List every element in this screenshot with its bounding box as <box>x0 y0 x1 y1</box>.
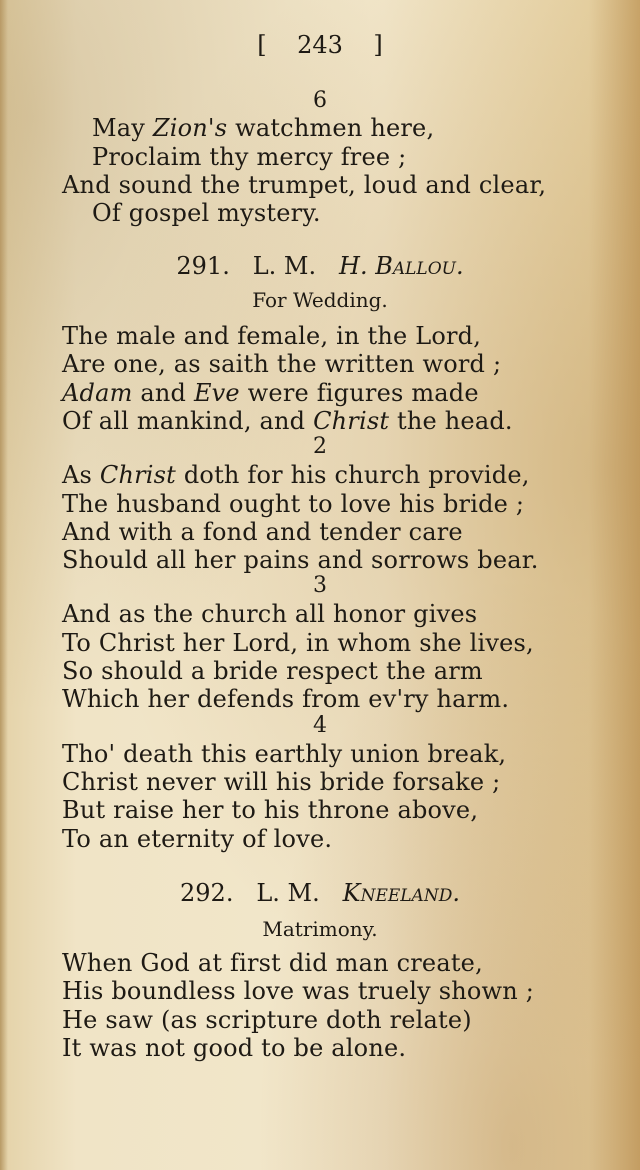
verse-line-text: were figures made <box>239 378 479 407</box>
verse-line-text: Of all mankind, and <box>62 406 314 435</box>
verse-number: 6 <box>313 88 327 113</box>
hymn-meter: L. M. <box>252 252 317 280</box>
verse-line: He saw (as scripture doth relate) <box>62 1005 472 1034</box>
verse-line <box>92 113 434 143</box>
verse-line: To Christ her Lord, in whom she lives, <box>62 628 534 657</box>
verse-line: Which her defends from ev'ry harm. <box>62 685 510 714</box>
verse-line <box>62 406 513 436</box>
page-number: 243 <box>297 31 343 59</box>
verse-line: When God at first did man create, <box>62 949 483 977</box>
verse-line: Christ never will his bride forsake ; <box>62 767 501 796</box>
hymn-subtitle: For Wedding. <box>252 288 388 312</box>
verse-line-text: the head. <box>389 406 513 435</box>
verse-line-italic: Adam <box>62 378 133 407</box>
verse-number: 2 <box>313 434 327 460</box>
verse-line: So should a bride respect the arm <box>62 657 483 685</box>
verse-line: Proclaim thy mercy free ; <box>92 143 407 171</box>
header-close-bracket: ] <box>373 31 383 59</box>
hymn-author: H. Ballou. <box>339 252 464 280</box>
hymn-heading <box>0 878 640 908</box>
verse-number: 4 <box>313 712 327 738</box>
hymn-number: 292. <box>180 879 234 907</box>
verse-line: And sound the trumpet, loud and clear, <box>62 171 547 199</box>
verse-line: And with a fond and tender care <box>62 517 463 546</box>
verse-line-text: and <box>132 378 194 407</box>
verse-line: His boundless love was truely shown ; <box>62 977 535 1006</box>
verse-line: The male and female, in the Lord, <box>62 322 482 350</box>
verse-line: But raise her to his throne above, <box>62 796 479 825</box>
verse-line: Should all her pains and sorrows bear. <box>62 546 539 575</box>
verse-line: It was not good to be alone. <box>62 1033 407 1062</box>
verse-line: Are one, as saith the written word ; <box>62 350 502 379</box>
verse-line: And as the church all honor gives <box>62 600 478 629</box>
hymn-number: 291. <box>176 252 230 280</box>
verse-line-text: watchmen here, <box>227 114 435 142</box>
verse-line-italic: Zion's <box>152 114 228 142</box>
verse-line <box>62 460 530 490</box>
verse-number: 3 <box>313 573 327 599</box>
verse-line-text: As <box>62 461 100 490</box>
verse-line: Tho' death this earthly union break, <box>62 739 507 768</box>
verse-line: The husband ought to love his bride ; <box>62 489 525 518</box>
hymn-subtitle: Matrimony. <box>262 917 378 941</box>
verse-line: Of gospel mystery. <box>92 199 321 227</box>
header-open-bracket: [ <box>257 31 267 59</box>
hymn-author: Kneeland. <box>342 879 460 907</box>
verse-line-italic: Eve <box>193 378 240 407</box>
hymn-meter: L. M. <box>256 879 320 907</box>
verse-line-text: May <box>92 114 153 142</box>
verse-line-italic: Christ <box>99 461 177 490</box>
verse-line <box>62 378 479 408</box>
verse-line-text: doth for his church provide, <box>176 461 530 490</box>
verse-line-italic: Christ <box>313 406 390 435</box>
verse-line: To an eternity of love. <box>62 824 333 853</box>
page-header <box>0 30 640 60</box>
hymn-heading <box>0 251 640 281</box>
